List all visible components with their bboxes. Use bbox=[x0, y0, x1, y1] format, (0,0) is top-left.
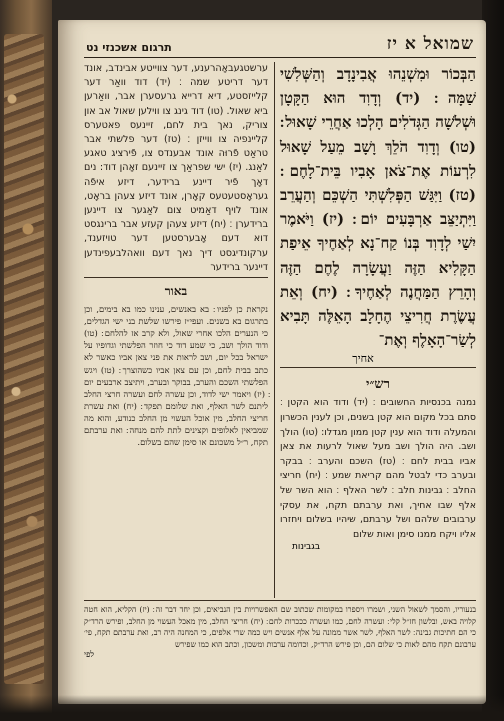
page-content bbox=[84, 28, 476, 698]
column-divider bbox=[274, 62, 275, 598]
targum-rule bbox=[84, 277, 268, 278]
header-targum-title: תרגום אשכנזי נט bbox=[86, 41, 172, 54]
targum-translation: ערשטגעבאָהרענע, דער צווייטע אבינדב, אונד דער דריטע שמה ׃ (יד) דוד וואַר דער קלייזסטע, דיא דרייא גרעסערן אבר, וואַרען ביא שאול. (טו) דוד גינג צו ווילען שאול אב און צוריק, נאך בית לחם, זיינעס פאטערס קליינפיה צו ווייזן ׃ (טז) דער פלשתי אבר טראַט פֿרוּה אונד אבענדס צו, פֿירציג טאגע לאַנג. (יז) ישי שפראַך צו זיינעם זאָהן דוד: נים דאָך פֿיר דיינע ברידער, דיזע איפֿה געראָסטעטעס קאָרן, אונד דיזע צעהן בראָט, אונד לויף דאַמיט צום לאַגער צו דיינען ברידערן ׃ (יח) דיזע צעהן קעזע אבר ברינגסט דוא דעם אָבערסטען דער טויזענד, ערקונדיגסט דיך נאך דעם וואהלבעפינדען דיינער ברידער bbox=[84, 63, 268, 273]
bible-catchword: אחיך bbox=[352, 352, 374, 366]
bible-text: הַבְּכוֹר וּמִשְׁנֵהוּ אֲבִינָדָב וְהַשְּׁלִשִׁי שַׁמָּה ׃ (יד) וְדָוִד הוּא הַקָּטָן וּשְׁלֹשָׁה הַגְּדֹלִים הָלְכוּ אַחֲרֵי שָׁאוּל ׃ (טו) וְדָוִד הֹלֵךְ וָשָׁב מֵעַל שָׁאוּל לִרְעוֹת אֶת־צֹאן אָבִיו בֵּית־לָחֶם ׃ (טז) וַיִּגַּשׁ הַפְּלִשְׁתִּי הַשְׁכֵּם וְהַעֲרֵב וַיִּתְיַצֵּב אַרְבָּעִים יוֹם ׃ (יז) וַיֹּאמֶר יִשַׁי לְדָוִד בְּנוֹ קַח־נָא לְאַחֶיךָ אֵיפַת הַקָּלִיא הַזֶּה וַעֲשָׂרָה לֶחֶם הַזֶּה וְהָרֵץ הַמַּחֲנֶה לְאַחֶיךָ ׃ (יח) וְאֵת עֲשֶׂרֶת חֲרִיצֵי הֶחָלָב הָאֵלֶּה תָּבִיא לְשַׂר־הָאָלֶף וְאֶת־ bbox=[280, 65, 476, 350]
rashi-rule bbox=[280, 367, 476, 368]
biur-heading: באור bbox=[164, 284, 188, 299]
columns-area bbox=[84, 62, 476, 698]
right-column bbox=[280, 62, 476, 552]
biur-commentary: נקראת כן לפניו ׃ בא באנשים, ענינו כמו בא בימים, וכן בתרגום בא בשנים. ועפי״ז פירשו שלשת בני ישי הגדלים, כי הנערים הלכו אחרי שאול, ולא קרב אז להלחם ׃ (טו) ודוד הולך ושב, כי שמע דוד כי חוזר הפלשתי וגדופיו על ישראל בכל יום, ושב לראות את פני צאן אביו כאשר לא כתב בבית לחם, וכן עם צאן אביו כשהוצרך ׃ (טז) ויגש הפלשתי השכם והערב, בבוקר ובערב, ויתיצב ארבעים יום ׃ (יז) ויאמר ישי לדוד, וכן עשרה לחם ועשרה חרצי החלב ליתנם לשר האלף, ואת שלומם תפקד ׃ (יח) ואת עשרת חריצי החלב, מין אוכל העשוי מן החלב כנודע, והוא מה שמביאין לאלופים וקצינים לתת להם מנחה ׃ ואת ערבתם תקח, ר״ל משכונם או סימן שהם בשלום. bbox=[84, 304, 268, 448]
footnote-catchword: לפי bbox=[84, 650, 95, 660]
marbled-page-edges bbox=[4, 34, 44, 684]
header-book-title: שמואל א יז bbox=[386, 34, 474, 54]
footnote-text: בנעוריו, והסמך לשאול השני, ושמרו ויספרו במקומות שכתוב שם האפשרויות בין הנביאים, וכן יחד דבר זה ׃ (יז) הקליא, הוא חטה קלויה באש, ובלשון חז״ל קלי ׃ ועשרה לחם, כמו ועשרה כככרות לחם ׃ (יח) חריצי החלב, מין מאכל העשוי מן החלב, ופירש הרד״ק כי הם חתיכות גבינה ׃ לשר האלף, לשר אשר ממונה על אלף אנשים ויש כמה שרי אלפים, כי המחנה היה רב, ואת ערבתם תקח, פי׳ ערבונם תקח מהם לאות כי שלום הם, וכן פירש הרד״ק, וכדומה ערבות ומשכון, וכתב הוא כמו שפירש bbox=[84, 605, 476, 649]
rashi-commentary: נמנה בכנסיות החשובים ׃ (יד) ודוד הוא הקטן ׃ סתם בכל מקום הוא קטן בשנים, וכן לענין הכשרון והמעלה ודוד הוא ענין קטן ממון מגדלו: (טו) הולך ושב. היה הולך ושב מעל שאול לרעות את צאן אביו בבית לחם ׃ (טז) השכם והערב ׃ בבקר ובערב כדי לבטל מהם קריאת שמע ׃ (יח) חריצי החלב ׃ גבינות חלב ׃ לשר האלף ׃ הוא השר של אלף שבו אחיך, ואת ערבתם תקח, את עסקי ערבובים שלהם ושל ערבתם, שיהיו בשלום ויחזרו אליו ויקח ממנו סימן ואות שלום bbox=[280, 397, 476, 540]
running-header bbox=[84, 28, 476, 58]
footnote-block bbox=[84, 600, 476, 696]
book-page bbox=[58, 20, 486, 704]
rashi-catchword: בגבינות bbox=[292, 542, 321, 553]
bottom-shadow bbox=[0, 695, 504, 721]
left-column bbox=[84, 62, 268, 448]
rashi-heading: רש״י bbox=[366, 377, 390, 393]
